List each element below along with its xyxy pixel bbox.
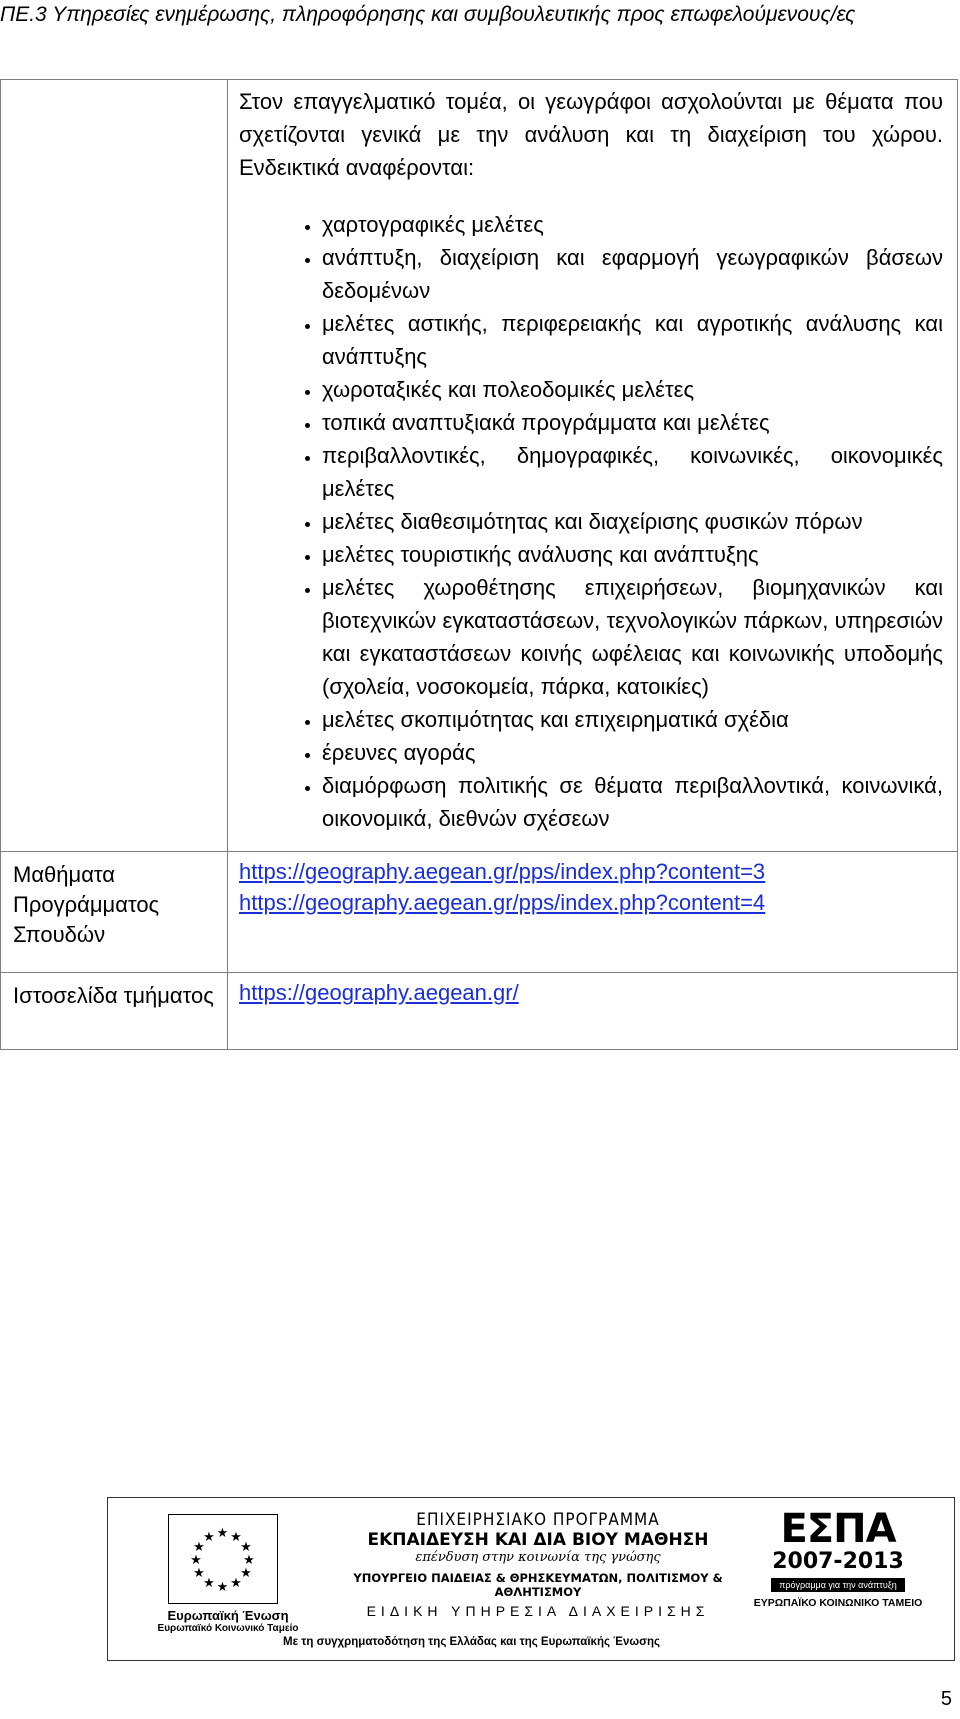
courses-link-4[interactable]: https://geography.aegean.gr/pps/index.php?content=4: [239, 890, 766, 915]
svg-text:★: ★: [230, 1530, 242, 1545]
department-website-link[interactable]: https://geography.aegean.gr/: [239, 980, 519, 1005]
espa-title: ΕΣΠΑ: [780, 1506, 896, 1552]
website-label: Ιστοσελίδα τμήματος: [1, 973, 228, 1050]
table-row: [1, 973, 958, 1050]
courses-label: Μαθήματα Προγράμματος Σπουδών: [1, 852, 228, 973]
eu-name: Ευρωπαϊκή Ένωση: [167, 1608, 289, 1623]
eu-stars-icon: [169, 1515, 276, 1602]
eu-caption: [133, 1608, 323, 1634]
svg-text:★: ★: [216, 1526, 229, 1541]
svg-text:★: ★: [240, 1540, 252, 1555]
svg-text:★: ★: [203, 1576, 215, 1591]
espa-years: 2007-2013: [772, 1549, 904, 1574]
espa-logo: [738, 1508, 938, 1609]
info-table: [0, 79, 958, 1050]
professions-cell: [228, 80, 958, 852]
op-line-4: ΥΠΟΥΡΓΕΙΟ ΠΑΙΔΕΙΑΣ & ΘΡΗΣΚΕΥΜΑΤΩΝ, ΠΟΛΙΤΙΣΜΟΥ & ΑΘΛΗΤΙΣΜΟΥ: [353, 1571, 723, 1599]
courses-link-3[interactable]: https://geography.aegean.gr/pps/index.php?content=3: [239, 859, 766, 884]
professions-list: [239, 208, 943, 835]
table-row: [1, 852, 958, 973]
operational-programme-logo: [348, 1510, 728, 1619]
list-item: • διαμόρφωση πολιτικής σε θέματα περιβαλλοντικά, κοινωνικά, οικονομικά, διεθνών σχέσεων: [322, 769, 943, 835]
funding-logos-box: [107, 1497, 955, 1661]
list-item: • μελέτες αστικής, περιφερειακής και αγροτικής ανάλυσης και ανάπτυξης: [322, 307, 943, 373]
empty-label-cell: [1, 80, 228, 852]
eu-flag-logo: [168, 1514, 278, 1604]
list-item: • μελέτες τουριστικής ανάλυσης και ανάπτυξης: [322, 538, 943, 571]
svg-text:★: ★: [193, 1540, 205, 1555]
svg-text:★: ★: [240, 1566, 252, 1581]
list-item: • μελέτες διαθεσιμότητας και διαχείρισης φυσικών πόρων: [322, 505, 943, 538]
op-line-5: ΕΙΔΙΚΗ ΥΠΗΡΕΣΙΑ ΔΙΑΧΕΙΡΙΣΗΣ: [366, 1603, 710, 1619]
eu-fund: Ευρωπαϊκό Κοινωνικό Ταμείο: [157, 1623, 299, 1634]
cofinance-text: Με τη συγχρηματοδότηση της Ελλάδας και της Ευρωπαϊκής Ένωσης: [283, 1636, 660, 1648]
list-item: • έρευνες αγοράς: [322, 736, 943, 769]
svg-text:★: ★: [243, 1553, 255, 1568]
svg-text:★: ★: [190, 1553, 202, 1568]
op-line-1: ΕΠΙΧΕΙΡΗΣΙΑΚΟ ΠΡΟΓΡΑΜΜΑ: [416, 1510, 660, 1530]
svg-text:★: ★: [193, 1566, 205, 1581]
list-item: • ανάπτυξη, διαχείριση και εφαρμογή γεωγραφικών βάσεων δεδομένων: [322, 241, 943, 307]
espa-fund: ΕΥΡΩΠΑΪΚΟ ΚΟΙΝΩΝΙΚΟ ΤΑΜΕΙΟ: [753, 1597, 923, 1609]
list-item: • τοπικά αναπτυξιακά προγράμματα και μελέτες: [322, 406, 943, 439]
website-link-cell: [228, 973, 958, 1050]
list-item: • χαρτογραφικές μελέτες: [322, 208, 943, 241]
list-item: • μελέτες σκοπιμότητας και επιχειρηματικά σχέδια: [322, 703, 943, 736]
table-row: [1, 80, 958, 852]
page-header-title: ΠΕ.3 Υπηρεσίες ενημέρωσης, πληροφόρησης και συμβουλευτικής προς επωφελούμενους/ες: [0, 3, 856, 26]
list-item: • μελέτες χωροθέτησης επιχειρήσεων, βιομηχανικών και βιοτεχνικών εγκαταστάσεων, τεχνολογικών πάρκων, υπηρεσιών και εγκαταστάσεων κοινής ωφέλειας και κοινωνικής υποδομής (σχολεία, νοσοκομεία, πάρκα, κατοικίες): [322, 571, 943, 703]
list-item: • περιβαλλοντικές, δημογραφικές, κοινωνικές, οικονομικές μελέτες: [322, 439, 943, 505]
op-line-3: επένδυση στην κοινωνία της γνώσης: [415, 1550, 661, 1565]
list-item: • χωροταξικές και πολεοδομικές μελέτες: [322, 373, 943, 406]
op-line-2: ΕΚΠΑΙΔΕΥΣΗ ΚΑΙ ΔΙΑ ΒΙΟΥ ΜΑΘΗΣΗ: [367, 1530, 709, 1550]
courses-links-cell: [228, 852, 958, 973]
svg-text:★: ★: [230, 1576, 242, 1591]
svg-text:★: ★: [216, 1580, 229, 1595]
page-number: 5: [940, 1688, 952, 1710]
svg-text:★: ★: [203, 1530, 215, 1545]
intro-paragraph: Στον επαγγελματικό τομέα, οι γεωγράφοι ασχολούνται με θέματα που σχετίζονται γενικά με την ανάλυση και τη διαχείριση του χώρου. Ενδεικτικά αναφέρονται:: [239, 89, 943, 180]
espa-tagline: πρόγραμμα για την ανάπτυξη: [771, 1578, 905, 1592]
